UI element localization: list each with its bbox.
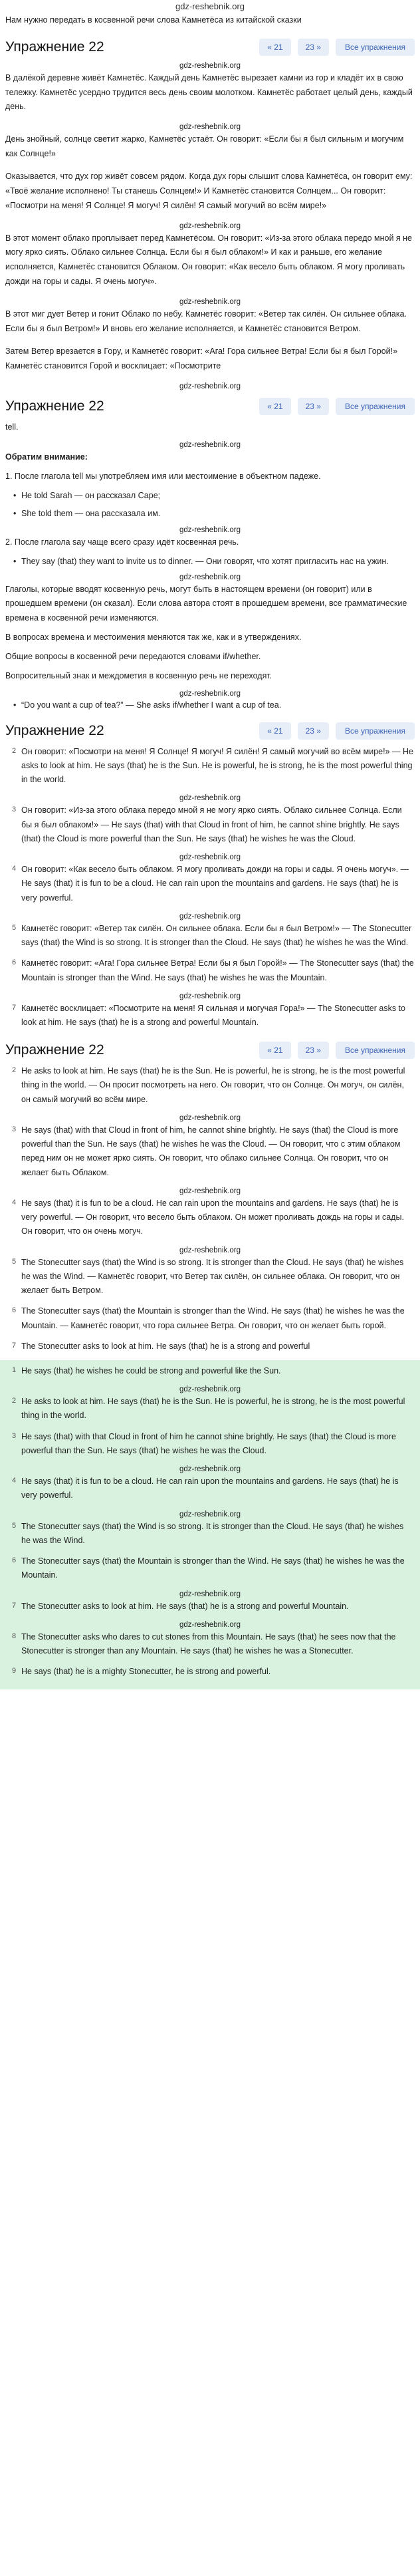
- notes-tell: tell.: [5, 422, 19, 432]
- next-exercise-button[interactable]: 23 »: [298, 39, 329, 56]
- watermark: gdz-reshebnik.org: [179, 1590, 241, 1598]
- prev-exercise-button[interactable]: « 21: [259, 1042, 290, 1059]
- notes-attention: Обратим внимание:: [5, 452, 88, 462]
- list-item: 3 He says (that) with that Cloud in front of him, he cannot shine brightly. He says (that) the Cloud is more powerful than the Sun. He says (that) he wishes he was the Cloud. — Он говорит, что с этим облаком перед ним он не может ярко сиять. Он говорит, что облако сильнее Солнца. Он говорит, что он желает быть Облаком.: [12, 1125, 401, 1177]
- exercise-title: Упражнение 22: [5, 722, 104, 738]
- next-exercise-button[interactable]: 23 »: [298, 1042, 329, 1059]
- all-exercises-button[interactable]: Все упражнения: [336, 398, 415, 415]
- watermark: gdz-reshebnik.org: [179, 440, 241, 449]
- story-paragraph: В далёкой деревне живёт Камнетёс. Каждый день Камнетёс вырезает камни из гор и кладёт их в свою тележку. Камнетёс усердно трудится весь день своим молотком. Камнетёс работает целый день, каждый день.: [5, 72, 413, 112]
- exercise-title: Упражнение 22: [5, 398, 104, 414]
- prev-exercise-button[interactable]: « 21: [259, 398, 290, 415]
- answer-item: 9 He says (that) he is a mighty Stonecutter, he is strong and powerful.: [12, 1667, 271, 1677]
- watermark: gdz-reshebnik.org: [179, 573, 241, 582]
- section-header-4: [0, 1036, 420, 1064]
- list-item: 3 Он говорит: «Из-за этого облака передо мной я не могу ярко сиять. Облако сильнее Солнца. Если бы я был облаком!» — He says (that) with that Cloud in front of him, he cannot shine brightly. He says (that) the Cloud is more powerful than the Sun. He says (that) he wishes he was the Cloud.: [12, 805, 402, 843]
- watermark: gdz-reshebnik.org: [179, 1385, 241, 1394]
- answer-block: [0, 1360, 420, 1689]
- story-paragraph: В этот момент облако проплывает перед Камнетёсом. Он говорит: «Из-за этого облака передо мной я не могу ярко сиять. Облако сильнее Солнца. Если бы я был облаком!» И как и раньше, его желание исполняется, Камнетёс становится Облаком. Он говорит: «Как весело быть облаком. Я могу проливать дожди на горы и сады. Я очень могуч».: [5, 233, 413, 287]
- list-item: 5 Камнетёс говорит: «Ветер так силён. Он сильнее облака. Если бы я был Ветром!» — The Stonecutter says (that) the Wind is so strong. It is stronger than the Cloud. He says (that) he wishes he was the Wind.: [12, 923, 412, 947]
- list-item: 2 He asks to look at him. He says (that) he is the Sun. He is powerful, he is strong, he is the most powerful thing in the world. — Он просит посмотреть на него. Он говорит, что он Солнце. Он могуч, он силён, он самый могучий во всём мире.: [12, 1066, 405, 1104]
- watermark: gdz-reshebnik.org: [179, 382, 241, 390]
- answer-item: 3 He says (that) with that Cloud in front of him he cannot shine brightly. He says (that) the Cloud is more powerful than the Sun. He says (that) he wishes he was the Cloud.: [12, 1431, 396, 1455]
- exercise-nav: [259, 722, 415, 740]
- answer-item: 8 The Stonecutter asks who dares to cut stones from this Mountain. He says (that) he sees now that the Stonecutter is stronger than any Mountain. He says (that) he wishes he was a Stonecutter.: [12, 1632, 396, 1655]
- all-exercises-button[interactable]: Все упражнения: [336, 39, 415, 56]
- notes-rule-1: 1. После глагола tell мы употребляем имя или местоимение в объектном падеже.: [5, 471, 321, 481]
- story-paragraph: В этот миг дует Ветер и гонит Облако по небу. Камнетёс говорит: «Ветер так силён. Он сильнее облака. Если бы я был Ветром!» И вновь его желание исполняется, и Камнетёс становится Ветром.: [5, 309, 407, 333]
- list-item: 6 The Stonecutter says (that) the Mountain is stronger than the Wind. He says (that) he wishes he was the Mountain. — Камнетёс говорит, что гора сильнее Ветра. Он говорит, что он желает быть горой.: [12, 1306, 405, 1330]
- watermark: gdz-reshebnik.org: [179, 61, 241, 70]
- next-exercise-button[interactable]: 23 »: [298, 398, 329, 415]
- watermark: gdz-reshebnik.org: [179, 853, 241, 862]
- all-exercises-button[interactable]: Все упражнения: [336, 722, 415, 740]
- exercise-title: Упражнение 22: [5, 1042, 104, 1058]
- watermark: gdz-reshebnik.org: [179, 1510, 241, 1518]
- answer-item: 1 He says (that) he wishes he could be strong and powerful like the Sun.: [12, 1366, 281, 1375]
- translation-list: [0, 1064, 420, 1354]
- watermark: gdz-reshebnik.org: [179, 1620, 241, 1629]
- answer-item: 7 The Stonecutter asks to look at him. He says (that) he is a strong and powerful Mountain.: [12, 1601, 349, 1611]
- list-item: 5 The Stonecutter says (that) the Wind is so strong. It is stronger than the Cloud. He says (that) he wishes he was the Wind. — Камнетёс говорит, что Ветер так силён, он сильнее облака. Он говорит, что он желает быть Ветром.: [12, 1257, 404, 1295]
- watermark: gdz-reshebnik.org: [179, 1113, 241, 1122]
- watermark: gdz-reshebnik.org: [179, 689, 241, 698]
- section-header-2: [0, 392, 420, 420]
- notes-example: • She told them — она рассказала им.: [5, 507, 415, 521]
- list-item: 4 He says (that) it is fun to be a cloud. He can rain upon the mountains and gardens. He says (that) he is very powerful. — Он говорит, что весело быть облаком. Он может проливать дождь на горы и сады. Он говорит, что он очень могуч.: [12, 1198, 404, 1236]
- story-paragraph: Затем Ветер врезается в Гору, и Камнетёс говорит: «Ага! Гора сильнее Ветра! Если бы я был Горой!» Камнетёс становится Горой и восклицает: «Посмотрите: [5, 346, 398, 370]
- next-exercise-button[interactable]: 23 »: [298, 722, 329, 740]
- list-item: 6 Камнетёс говорит: «Ага! Гора сильнее Ветра! Если бы я был Горой!» — The Stonecutter says (that) the Mountain is stronger than the Wind. He says (that) he wishes he was the Mountain.: [12, 958, 414, 982]
- watermark: gdz-reshebnik.org: [179, 123, 241, 132]
- answer-item: 2 He asks to look at him. He says (that) he is the Sun. He is powerful, he is strong, he is the most powerful thing in the world.: [12, 1397, 405, 1421]
- answer-item: 6 The Stonecutter says (that) the Mountain is stronger than the Wind. He says (that) he wishes he was the Mountain.: [12, 1556, 405, 1580]
- answer-item: 4 He says (that) it is fun to be a cloud. He can rain upon the mountains and gardens. He says (that) he is very powerful.: [12, 1477, 399, 1501]
- watermark: gdz-reshebnik.org: [179, 1246, 241, 1254]
- watermark: gdz-reshebnik.org: [179, 912, 241, 921]
- notes-paragraph: Глаголы, которые вводят косвенную речь, могут быть в настоящем времени (он говорит) или в прошедшем времени (он сказал). Если слова автора стоят в прошедшем времени, все грамматические времена в косвенной речи изменяются.: [5, 585, 407, 623]
- answer-list: [0, 1364, 420, 1679]
- notes-example: • “Do you want a cup of tea?” — She asks if/whether I want a cup of tea.: [5, 698, 415, 712]
- notes-rule-2: 2. После глагола say чаще всего сразу идёт косвенная речь.: [5, 537, 239, 547]
- prev-exercise-button[interactable]: « 21: [259, 722, 290, 740]
- list-item: 7 The Stonecutter asks to look at him. He says (that) he is a strong and powerful: [12, 1341, 310, 1351]
- list-item: 4 Он говорит: «Как весело быть облаком. Я могу проливать дожди на горы и сады. Я очень могуч». — He says (that) it is fun to be a cloud. He can rain upon the mountains and gardens. He says (that) he is very powerful.: [12, 865, 409, 903]
- notes-paragraph: Вопросительный знак и междометия в косвенную речь не переходят.: [5, 671, 272, 681]
- watermark: gdz-reshebnik.org: [179, 525, 241, 534]
- story-paragraph: Оказывается, что дух гор живёт совсем рядом. Когда дух горы слышит слова Камнетёса, он говорит ему: «Твоё желание исполнено! Ты станешь Солнцем!» И Камнетёс становится Солнцем... Он говорит: «Посмотри на меня! Я Солнце! Я могуч! Я силён! Я самый могучий во всём мире!»: [5, 172, 413, 210]
- translation-list: [0, 745, 420, 1030]
- exercise-nav: [259, 398, 415, 415]
- exercise-nav: [259, 1042, 415, 1059]
- watermark: gdz-reshebnik.org: [179, 1465, 241, 1474]
- story-paragraph: День знойный, солнце светит жарко, Камнетёс устаёт. Он говорит: «Если бы я был сильным и могучим как Солнце!»: [5, 134, 404, 159]
- watermark: gdz-reshebnik.org: [179, 221, 241, 230]
- list-item: 7 Камнетёс восклицает: «Посмотрите на меня! Я сильная и могучая Гора!» — The Stonecutter asks to look at him. He says (that) he is a strong and powerful Mountain.: [12, 1003, 405, 1027]
- intro-text: Нам нужно передать в косвенной речи слова Камнетёса из китайской сказки: [5, 15, 302, 25]
- exercise-title: Упражнение 22: [5, 39, 104, 55]
- prev-exercise-button[interactable]: « 21: [259, 39, 290, 56]
- watermark: gdz-reshebnik.org: [179, 992, 241, 1000]
- notes-example: • He told Sarah — он рассказал Саре;: [5, 489, 415, 503]
- watermark: gdz-reshebnik.org: [179, 794, 241, 803]
- watermark: gdz-reshebnik.org: [179, 298, 241, 307]
- section-header-1: [0, 33, 420, 61]
- notes-paragraph: Общие вопросы в косвенной речи передаются словами if/whether.: [5, 652, 261, 661]
- watermark: gdz-reshebnik.org: [179, 1187, 241, 1195]
- top-site-url[interactable]: gdz-reshebnik.org: [175, 1, 245, 11]
- grammar-notes: [0, 420, 420, 712]
- list-item: 2 Он говорит: «Посмотри на меня! Я Солнце! Я могуч! Я силён! Я самый могучий во всём мире!» — He asks to look at him. He says (that) he is the Sun. He is powerful, he is strong, he is the most powerful thing in the world.: [12, 746, 413, 785]
- notes-paragraph: В вопросах времена и местоимения меняются так же, как и в утверждениях.: [5, 632, 302, 642]
- notes-example: • They say (that) they want to invite us to dinner. — Они говорят, что хотят пригласить нас на ужин.: [5, 555, 415, 569]
- section-header-3: [0, 717, 420, 745]
- all-exercises-button[interactable]: Все упражнения: [336, 1042, 415, 1059]
- exercise-nav: [259, 39, 415, 56]
- answer-item: 5 The Stonecutter says (that) the Wind is so strong. It is stronger than the Cloud. He says (that) he wishes he was the Wind.: [12, 1521, 404, 1545]
